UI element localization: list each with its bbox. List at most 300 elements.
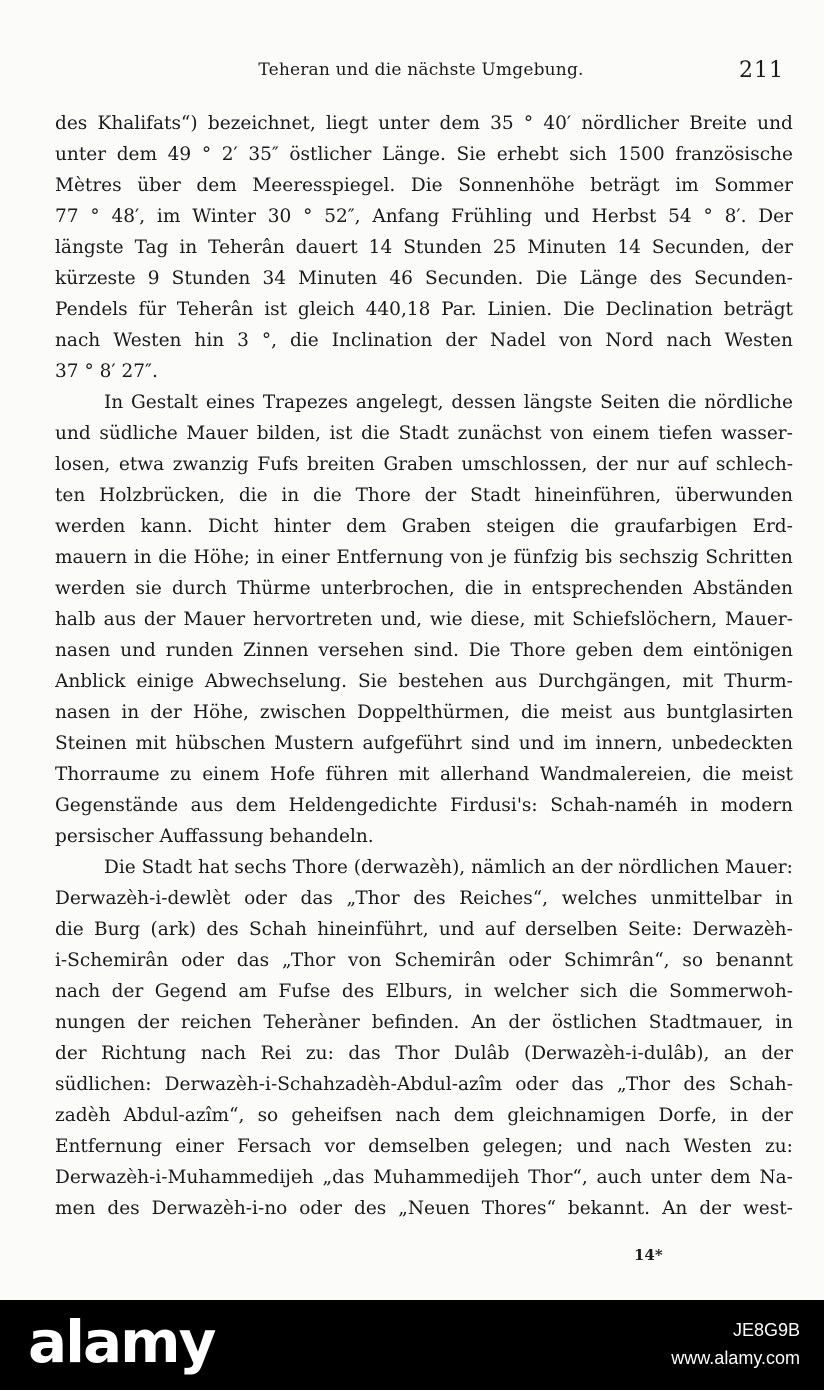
body-text: [55, 108, 793, 1224]
word: Derwazèh-i-Schahzadèh-Abdul-azîm: [164, 1074, 503, 1095]
word: persischer: [55, 826, 154, 847]
word: mit: [135, 733, 167, 754]
word: in: [464, 981, 483, 1002]
word: hin: [194, 330, 225, 351]
word: die: [361, 423, 390, 444]
word: versehen: [318, 640, 404, 661]
word: men: [55, 1198, 96, 1219]
word: 14: [368, 237, 393, 258]
word: beträgt: [590, 175, 660, 196]
word: kürzeste: [55, 268, 136, 289]
word: über: [137, 175, 181, 196]
alamy-logo: alamy: [28, 1308, 215, 1376]
image-id: JE8G9B: [732, 1320, 800, 1340]
word: °: [523, 113, 534, 134]
word: zu: [170, 764, 192, 785]
text-line: [55, 449, 793, 480]
word: Firdusi's:: [450, 795, 538, 816]
word: nördlicher: [581, 113, 680, 134]
word: „Neuen: [398, 1198, 470, 1219]
word: nur: [636, 454, 669, 475]
word: der: [55, 1043, 87, 1064]
word: Steinen: [55, 733, 127, 754]
word: nördlichen: [618, 857, 719, 878]
word: dessen: [451, 392, 516, 413]
word: ten: [55, 485, 86, 506]
word: der: [137, 1012, 169, 1033]
word: Schah: [249, 919, 307, 940]
word: nasen: [55, 702, 111, 723]
word: innern,: [595, 733, 663, 754]
word: An: [662, 1198, 688, 1219]
word: In: [104, 392, 124, 413]
word: je: [490, 547, 507, 568]
word: Burg: [94, 919, 141, 940]
text-line: [55, 263, 793, 294]
word: Abwechselung.: [204, 671, 348, 692]
word: Entfernung: [55, 1136, 163, 1157]
word: dem: [453, 1105, 495, 1126]
word: Dulâb: [453, 1043, 510, 1064]
word: Westen: [724, 330, 793, 351]
word: Thürme: [237, 578, 311, 599]
text-line: [55, 697, 793, 728]
word: allerhand: [439, 764, 530, 785]
word: Derwazèh-i-no: [151, 1198, 288, 1219]
word: Heldengedichte: [288, 795, 438, 816]
word: nach: [625, 1136, 671, 1157]
word: sechszig: [619, 547, 699, 568]
text-line: [55, 976, 793, 1007]
text-line: [55, 821, 793, 852]
word: von: [348, 950, 382, 971]
word: Graben: [383, 454, 453, 475]
word: °: [84, 361, 94, 382]
word: Westen: [683, 1136, 752, 1157]
word: (ark): [150, 919, 197, 940]
word: oder: [508, 950, 552, 971]
word: modern: [720, 795, 793, 816]
word: umschlossen,: [461, 454, 588, 475]
word: Inclination: [331, 330, 433, 351]
word: unmittelbar: [650, 888, 762, 909]
word: der: [580, 857, 613, 878]
word: steigen: [486, 516, 555, 537]
word: Teherân: [176, 299, 254, 320]
word: und: [544, 206, 580, 227]
word: sind: [470, 733, 511, 754]
word: das: [571, 1074, 604, 1095]
word: und,: [380, 609, 423, 630]
word: Rei: [260, 1043, 292, 1064]
text-line: [55, 201, 793, 232]
word: der: [761, 237, 793, 258]
word: Thore: [510, 640, 566, 661]
word: etwa: [118, 454, 165, 475]
word: südliche: [99, 423, 178, 444]
word: der: [424, 485, 457, 506]
word: der: [595, 454, 628, 475]
word: der: [143, 609, 176, 630]
word: Auffassung: [159, 826, 264, 847]
word: derselben: [525, 919, 618, 940]
text-line: [55, 666, 793, 697]
word: geben: [575, 640, 633, 661]
word: Schemirân: [394, 950, 496, 971]
word: Schiefslöchern,: [572, 609, 718, 630]
word: so: [257, 1105, 279, 1126]
word: in: [690, 795, 709, 816]
word: sechs: [234, 857, 287, 878]
word: Sommerwoh-: [669, 981, 793, 1002]
word: werden: [55, 578, 126, 599]
word: Secunden-: [694, 268, 793, 289]
word: hat: [198, 857, 229, 878]
word: west-: [742, 1198, 793, 1219]
word: die: [629, 981, 658, 1002]
word: Trapezes: [262, 392, 349, 413]
word: der: [761, 1105, 793, 1126]
word: Meeresspiegel.: [252, 175, 396, 196]
word: Derwazèh-: [692, 919, 793, 940]
word: Thor“,: [528, 1167, 588, 1188]
word: bezeichnet,: [207, 113, 316, 134]
word: dem: [196, 175, 237, 196]
word: und: [120, 640, 156, 661]
word: Teherân: [208, 237, 285, 258]
word: an: [551, 857, 575, 878]
word: nämlich: [471, 857, 546, 878]
running-head: [52, 58, 790, 90]
word: breiten: [307, 454, 375, 475]
word: Secunden,: [651, 237, 751, 258]
word: zadèh: [55, 1105, 111, 1126]
word: diese,: [470, 609, 526, 630]
word: wasser-: [720, 423, 793, 444]
word: die: [570, 516, 599, 537]
word: 8′.: [724, 206, 747, 227]
word: Durchgängen,: [538, 671, 672, 692]
word: bestehen: [398, 671, 484, 692]
word: zwischen: [259, 702, 347, 723]
word: Fufs: [257, 454, 299, 475]
word: 9: [147, 268, 160, 289]
word: oder: [299, 1198, 343, 1219]
word: „Thor: [346, 888, 400, 909]
word: überwunden: [674, 485, 793, 506]
word: Tag: [134, 237, 169, 258]
word: Stadtmauer,: [648, 1012, 764, 1033]
text-line: [55, 139, 793, 170]
word: Länge: [579, 268, 638, 289]
word: längste: [55, 237, 124, 258]
word: Stunden: [403, 237, 482, 258]
word: Pendels: [55, 299, 128, 320]
word: hinter: [273, 516, 331, 537]
word: die: [158, 547, 188, 568]
word: „Thor: [616, 1074, 671, 1095]
word: zwanzig: [172, 454, 249, 475]
word: oder: [515, 1074, 559, 1095]
word: dauert: [295, 237, 358, 258]
word: das: [300, 888, 333, 909]
word: nach: [55, 981, 101, 1002]
word: in: [503, 578, 522, 599]
word: 3: [237, 330, 249, 351]
word: Richtung: [101, 1043, 187, 1064]
word: hübschen: [175, 733, 266, 754]
word: Gegenstände: [55, 795, 179, 816]
banner-id-block: [671, 1316, 800, 1372]
text-line: [55, 1193, 793, 1224]
word: Thurm-: [724, 671, 793, 692]
word: Die: [104, 857, 136, 878]
word: Zinnen: [243, 640, 309, 661]
word: reichen: [180, 1012, 252, 1033]
word: fünfzig: [513, 547, 579, 568]
text-line: [55, 1038, 793, 1069]
word: wie: [429, 609, 463, 630]
word: 46: [389, 268, 413, 289]
text-line: [55, 604, 793, 635]
word: ist: [329, 423, 353, 444]
word: °,: [261, 330, 278, 351]
site-url: www.alamy.com: [671, 1348, 800, 1368]
text-line: [55, 1131, 793, 1162]
word: benannt: [715, 950, 793, 971]
word: Muhammedijeh: [373, 1167, 520, 1188]
word: Schritten: [705, 547, 793, 568]
word: 27″.: [121, 361, 158, 382]
word: die: [702, 764, 732, 785]
word: Minuten: [298, 268, 378, 289]
word: und: [438, 919, 475, 940]
word: dem: [439, 113, 480, 134]
word: Mauer:: [724, 857, 793, 878]
word: der: [508, 1012, 540, 1033]
word: am: [238, 981, 267, 1002]
word: Mauer: [183, 609, 246, 630]
word: Thore: [292, 857, 348, 878]
word: des: [413, 888, 446, 909]
word: entsprechenden: [531, 578, 683, 599]
word: Stadt: [470, 485, 521, 506]
word: Thor: [395, 1043, 440, 1064]
word: in: [121, 702, 140, 723]
text-line: [55, 511, 793, 542]
word: nördliche: [704, 392, 793, 413]
word: die: [238, 485, 268, 506]
word: beträgt: [723, 299, 793, 320]
text-line: [55, 387, 793, 418]
word: 34: [262, 268, 286, 289]
word: in: [775, 1012, 793, 1033]
word: werden: [55, 516, 126, 537]
word: Länge.: [381, 144, 446, 165]
word: nungen: [55, 1012, 126, 1033]
word: in: [133, 547, 152, 568]
word: nach: [55, 330, 101, 351]
word: aus: [494, 671, 528, 692]
word: Nord: [605, 330, 654, 351]
word: Mètres: [55, 175, 122, 196]
word: welches: [561, 888, 638, 909]
word: die: [667, 392, 697, 413]
word: Nadel: [490, 330, 546, 351]
word: östlichen: [551, 1012, 637, 1033]
word: Fersach: [236, 1136, 312, 1157]
word: sind.: [413, 640, 459, 661]
word: Wandmalereien,: [539, 764, 692, 785]
word: des: [354, 1198, 387, 1219]
text-line: [55, 852, 793, 883]
word: in: [281, 485, 300, 506]
word: befinden.: [371, 1012, 460, 1033]
text-line: [55, 790, 793, 821]
word: 40′: [543, 113, 572, 134]
word: Holzbrücken,: [99, 485, 225, 506]
word: im: [563, 733, 587, 754]
word: Abdul-azîm“,: [123, 1105, 245, 1126]
text-line: [55, 294, 793, 325]
word: hervortreten: [252, 609, 373, 630]
word: halb: [55, 609, 96, 630]
word: einem: [592, 423, 650, 444]
word: 35″: [248, 144, 279, 165]
word: der: [150, 702, 182, 723]
word: 8′: [99, 361, 116, 382]
word: einer: [175, 1136, 224, 1157]
word: (derwazèh),: [353, 857, 466, 878]
word: gleichnamigen: [507, 1105, 646, 1126]
word: Dorfe,: [658, 1105, 718, 1126]
word: des: [206, 919, 239, 940]
word: Stadt: [141, 857, 193, 878]
word: Graben: [401, 516, 472, 537]
word: 25: [492, 237, 517, 258]
text-line: [55, 759, 793, 790]
text-line: [55, 635, 793, 666]
word: Fufse: [278, 981, 331, 1002]
word: losen,: [55, 454, 111, 475]
word: und: [55, 423, 91, 444]
word: Sie: [357, 671, 388, 692]
word: aus: [190, 795, 224, 816]
word: 77: [55, 206, 79, 227]
word: Minuten: [527, 237, 607, 258]
word: welcher: [493, 981, 569, 1002]
word: Declination: [605, 299, 713, 320]
word: die: [464, 578, 494, 599]
word: 14: [617, 237, 641, 258]
word: von: [450, 547, 484, 568]
word: graufarbigen: [614, 516, 738, 537]
word: zu:: [305, 1043, 334, 1064]
word: Hofe: [270, 764, 316, 785]
word: sie: [135, 578, 162, 599]
word: Gegend: [154, 981, 227, 1002]
word: runden: [165, 640, 234, 661]
word: aus: [623, 702, 656, 723]
word: angelegt,: [355, 392, 444, 413]
word: 54: [668, 206, 692, 227]
word: auf: [484, 919, 515, 940]
word: zu:: [764, 1136, 793, 1157]
word: bekannt.: [567, 1198, 651, 1219]
word: des: [341, 981, 375, 1002]
word: °: [703, 206, 713, 227]
stock-watermark-banner: [0, 1300, 824, 1390]
word: oder: [244, 888, 287, 909]
word: oder: [181, 950, 224, 971]
word: nach: [395, 1105, 441, 1126]
text-line: [55, 480, 793, 511]
word: Anblick: [55, 671, 126, 692]
word: die: [290, 330, 319, 351]
word: nasen: [55, 640, 111, 661]
word: einem: [202, 764, 260, 785]
word: Seiten: [600, 392, 660, 413]
word: einige: [136, 671, 194, 692]
word: Schimrân“,: [564, 950, 670, 971]
word: unbedeckten: [671, 733, 793, 754]
word: Elburs,: [385, 981, 454, 1002]
word: 1500: [617, 144, 665, 165]
word: dem: [642, 640, 684, 661]
word: Höhe;: [193, 547, 251, 568]
word: Westen: [113, 330, 182, 351]
word: Anfang: [372, 206, 440, 227]
word: sich: [579, 981, 618, 1002]
word: Derwazèh-i-dewlèt: [55, 888, 231, 909]
word: Seite:: [628, 919, 683, 940]
word: mit: [682, 671, 714, 692]
word: der: [111, 981, 144, 1002]
text-line: [55, 1069, 793, 1100]
word: bis: [585, 547, 613, 568]
word: Reiches“,: [459, 888, 549, 909]
word: Höhe,: [192, 702, 249, 723]
word: vor: [324, 1136, 355, 1157]
word: „das: [322, 1167, 365, 1188]
word: Linien.: [487, 299, 553, 320]
word: und: [518, 733, 555, 754]
word: Sommer: [714, 175, 793, 196]
word: dem: [116, 144, 158, 165]
word: Stunden: [171, 268, 251, 289]
word: aus: [103, 609, 137, 630]
word: in: [730, 1105, 749, 1126]
word: Stadt: [398, 423, 449, 444]
word: das: [236, 950, 270, 971]
word: Die: [535, 268, 568, 289]
word: des: [649, 268, 682, 289]
word: schlech-: [715, 454, 793, 475]
word: längste: [523, 392, 593, 413]
word: behandeln.: [269, 826, 374, 847]
word: Par.: [441, 299, 477, 320]
word: Der: [758, 206, 793, 227]
word: 49: [167, 144, 192, 165]
running-head-title: Teheran und die nächste Umgebung.: [258, 60, 584, 80]
word: östlicher: [289, 144, 372, 165]
word: Secunden.: [425, 268, 524, 289]
word: Die: [410, 175, 443, 196]
word: geheifsen: [291, 1105, 383, 1126]
word: mauern: [55, 547, 128, 568]
word: die: [313, 485, 342, 506]
word: bilden,: [256, 423, 321, 444]
